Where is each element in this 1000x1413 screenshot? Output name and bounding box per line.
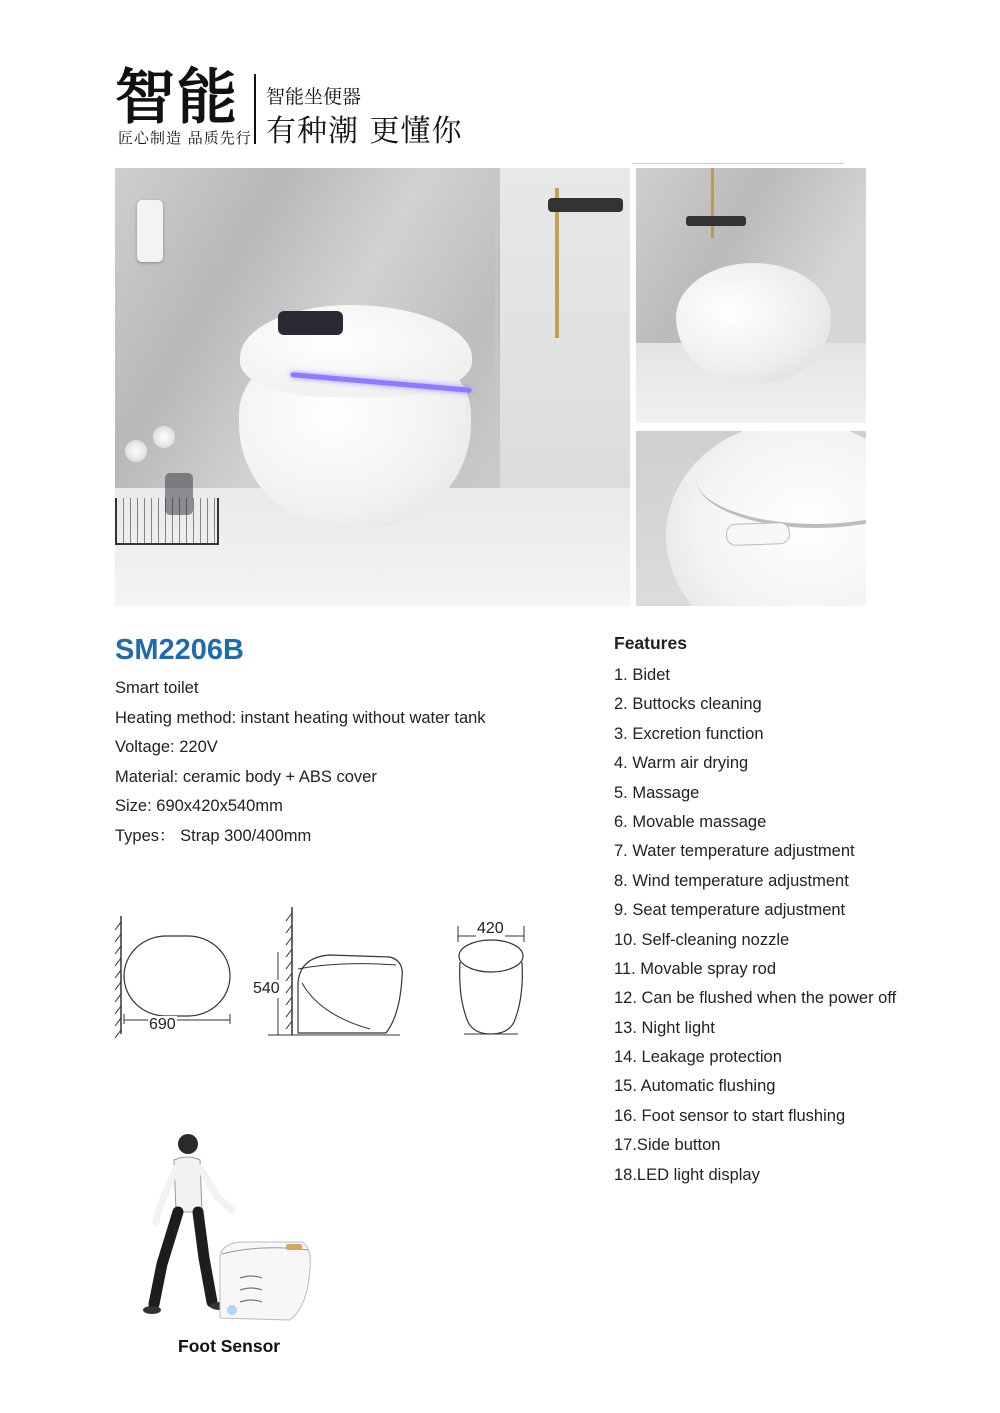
feature-item: 18.LED light display (614, 1165, 760, 1184)
spec-item: Material: ceramic body + ABS cover (115, 767, 377, 786)
feature-item: 14. Leakage protection (614, 1048, 782, 1067)
height-label: 540 (253, 980, 280, 997)
feature-item: 6. Movable massage (614, 812, 767, 831)
feature-item: 8. Wind temperature adjustment (614, 871, 849, 890)
toilet-side-view (676, 263, 831, 383)
brand-title: 智能 (115, 63, 239, 133)
front-view-diagram (452, 918, 532, 1043)
feature-item: 11. Movable spray rod (614, 959, 777, 978)
top-view-diagram (112, 912, 237, 1042)
header-divider (254, 74, 256, 144)
features-title: Features (614, 633, 687, 653)
feature-item: 5. Massage (614, 783, 700, 802)
feature-item: 9. Seat temperature adjustment (614, 901, 846, 920)
feature-item: 3. Excretion function (614, 724, 764, 743)
feature-item: 7. Water temperature adjustment (614, 842, 855, 861)
side-product-photo (636, 168, 866, 423)
flower (125, 440, 147, 462)
foot-sensor-drawing (140, 1128, 320, 1328)
tagline: 有种潮 更懂你 (266, 114, 463, 149)
feature-item: 16. Foot sensor to start flushing (614, 1106, 846, 1125)
feature-item: 4. Warm air drying (614, 754, 749, 773)
feature-item: 10. Self-cleaning nozzle (614, 930, 790, 949)
feature-item: 1. Bidet (614, 666, 670, 684)
closeup-photo (636, 431, 866, 606)
spec-list (115, 676, 486, 853)
length-label: 690 (149, 1016, 176, 1033)
flower (153, 426, 175, 448)
spec-item: Types： Strap 300/400mm (115, 826, 312, 845)
feature-item: 12. Can be flushed when the power off (614, 989, 897, 1008)
remote-control (137, 200, 163, 262)
features-list (614, 663, 896, 1192)
model-number: SM2206B (115, 634, 244, 666)
wire-basket (115, 498, 219, 545)
spec-item: Size: 690x420x540mm (115, 797, 283, 815)
lid-display (278, 311, 343, 335)
shower-valve (548, 198, 623, 212)
foot-sensor-caption: Foot Sensor (178, 1336, 281, 1356)
spec-item: Heating method: instant heating without water tank (115, 708, 486, 727)
feature-item: 15. Automatic flushing (614, 1077, 776, 1096)
feature-item: 13. Night light (614, 1018, 715, 1037)
side-buttons (726, 522, 791, 546)
spec-item: Voltage: 220V (115, 738, 218, 756)
side-view-drawing (250, 905, 410, 1045)
foot-sensor-illustration (140, 1128, 320, 1328)
width-label: 420 (477, 920, 504, 937)
side-view-diagram (250, 905, 410, 1045)
feature-item: 2. Buttocks cleaning (614, 695, 762, 714)
feature-item: 17.Side button (614, 1136, 721, 1155)
product-category: 智能坐便器 (266, 86, 362, 108)
main-product-photo (115, 168, 630, 606)
top-rule (632, 163, 844, 164)
brand-slogan: 匠心制造 品质先行 (118, 129, 252, 147)
spec-item: Smart toilet (115, 679, 199, 697)
